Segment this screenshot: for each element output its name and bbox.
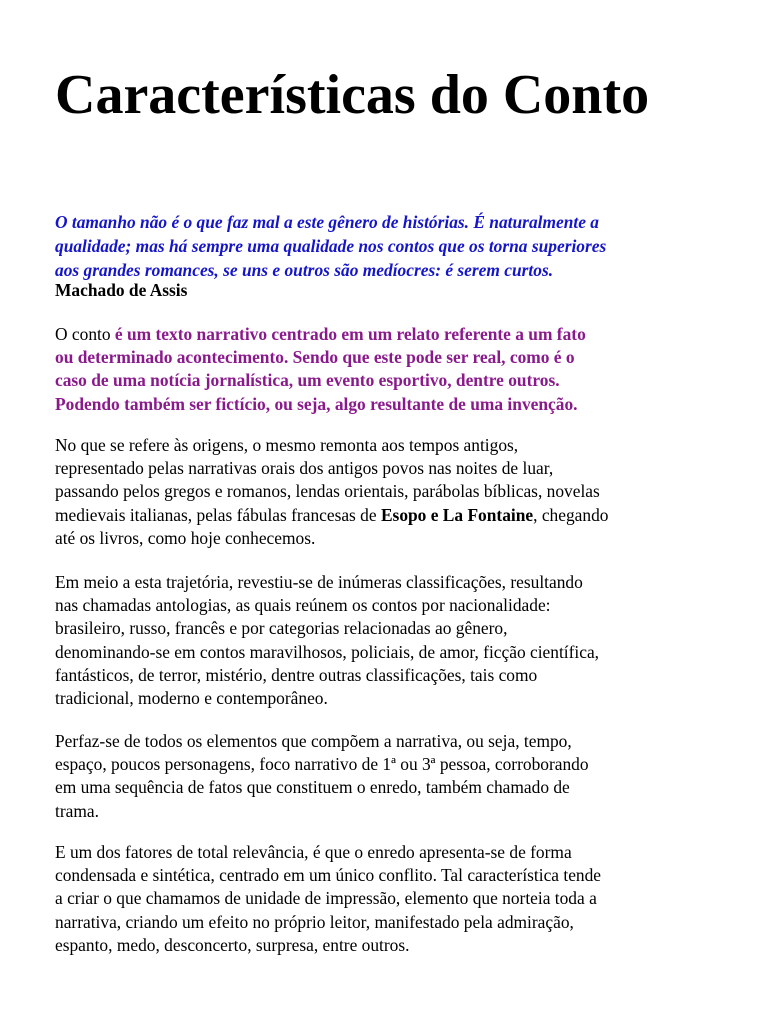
paragraph-line: Perfaz-se de todos os elementos que compõem a narrativa, ou seja, tempo, <box>55 731 572 751</box>
paragraph-line: trama. <box>55 800 99 821</box>
epigraph-author: Machado de Assis <box>55 280 188 300</box>
highlight-text: é um texto narrativo centrado em um relato referente a um fato <box>110 324 586 344</box>
paragraph-line: Em meio a esta trajetória, revestiu-se de inúmeras classificações, resultando <box>55 572 583 592</box>
paragraph-relevance <box>55 841 720 957</box>
conto-word: conto <box>71 324 111 344</box>
paragraph-line: em uma sequência de fatos que constituem o enredo, também chamado de <box>55 777 570 798</box>
paragraph-line: condensada e sintética, centrado em um único conflito. Tal característica tende <box>55 865 602 886</box>
paragraph-classifications <box>55 571 720 710</box>
paragraph-origins <box>55 434 720 550</box>
paragraph-line: representado pelas narrativas orais dos antigos povos nas noites de luar, <box>55 458 554 479</box>
epigraph-line: O tamanho não é o que faz mal a este gênero de histórias. É naturalmente a <box>55 212 599 232</box>
paragraph-line: nas chamadas antologias, as quais reúnem os contos por nacionalidade: <box>55 595 551 616</box>
paragraph-line: ou determinado acontecimento. Sendo que este pode ser real, como é o <box>55 347 575 368</box>
paragraph-line: brasileiro, russo, francês e por categorias relacionadas ao gênero, <box>55 618 508 639</box>
page-title: Características do Conto <box>55 64 650 126</box>
paragraph-line: passando pelos gregos e romanos, lendas orientais, parábolas bíblicas, novelas <box>55 481 600 502</box>
paragraph-line: No que se refere às origens, o mesmo remonta aos tempos antigos, <box>55 435 519 455</box>
paragraph-line: a criar o que chamamos de unidade de impressão, elemento que norteia toda a <box>55 888 597 909</box>
text-segment: , chegando <box>533 504 609 525</box>
paragraph-line: E um dos fatores de total relevância, é que o enredo apresenta-se de forma <box>55 842 572 862</box>
paragraph-line: narrativa, criando um efeito no próprio leitor, manifestado pela admiração, <box>55 911 574 932</box>
paragraph-line: tradicional, moderno e contemporâneo. <box>55 688 328 709</box>
paragraph-line: Podendo também ser fictício, ou seja, algo resultante de uma invenção. <box>55 393 578 414</box>
lead-plain-text: O <box>55 324 72 344</box>
paragraph-line: caso de uma notícia jornalística, um evento esportivo, dentre outros. <box>55 370 560 391</box>
paragraph-line: fantásticos, de terror, mistério, dentre outras classificações, tais como <box>55 664 538 685</box>
text-segment: medievais italianas, pelas fábulas francesas de <box>55 504 381 525</box>
paragraph-line <box>55 323 715 346</box>
bold-authors: Esopo e La Fontaine <box>380 504 534 525</box>
epigraph-quote <box>55 210 725 282</box>
paragraph-line: espanto, medo, desconcerto, surpresa, entre outros. <box>55 934 410 955</box>
paragraph-line: até os livros, como hoje conhecemos. <box>55 527 316 548</box>
paragraph-line <box>55 504 720 527</box>
epigraph-line: qualidade; mas há sempre uma qualidade nos contos que os torna superiores <box>55 236 607 256</box>
paragraph-definition <box>55 323 715 416</box>
epigraph-line: aos grandes romances, se uns e outros são medíocres: é serem curtos. <box>55 260 554 280</box>
paragraph-elements <box>55 730 720 823</box>
paragraph-line: denominando-se em contos maravilhosos, policiais, de amor, ficção científica, <box>55 641 600 662</box>
paragraph-line: espaço, poucos personagens, foco narrativo de 1ª ou 3ª pessoa, corroborando <box>55 754 589 775</box>
